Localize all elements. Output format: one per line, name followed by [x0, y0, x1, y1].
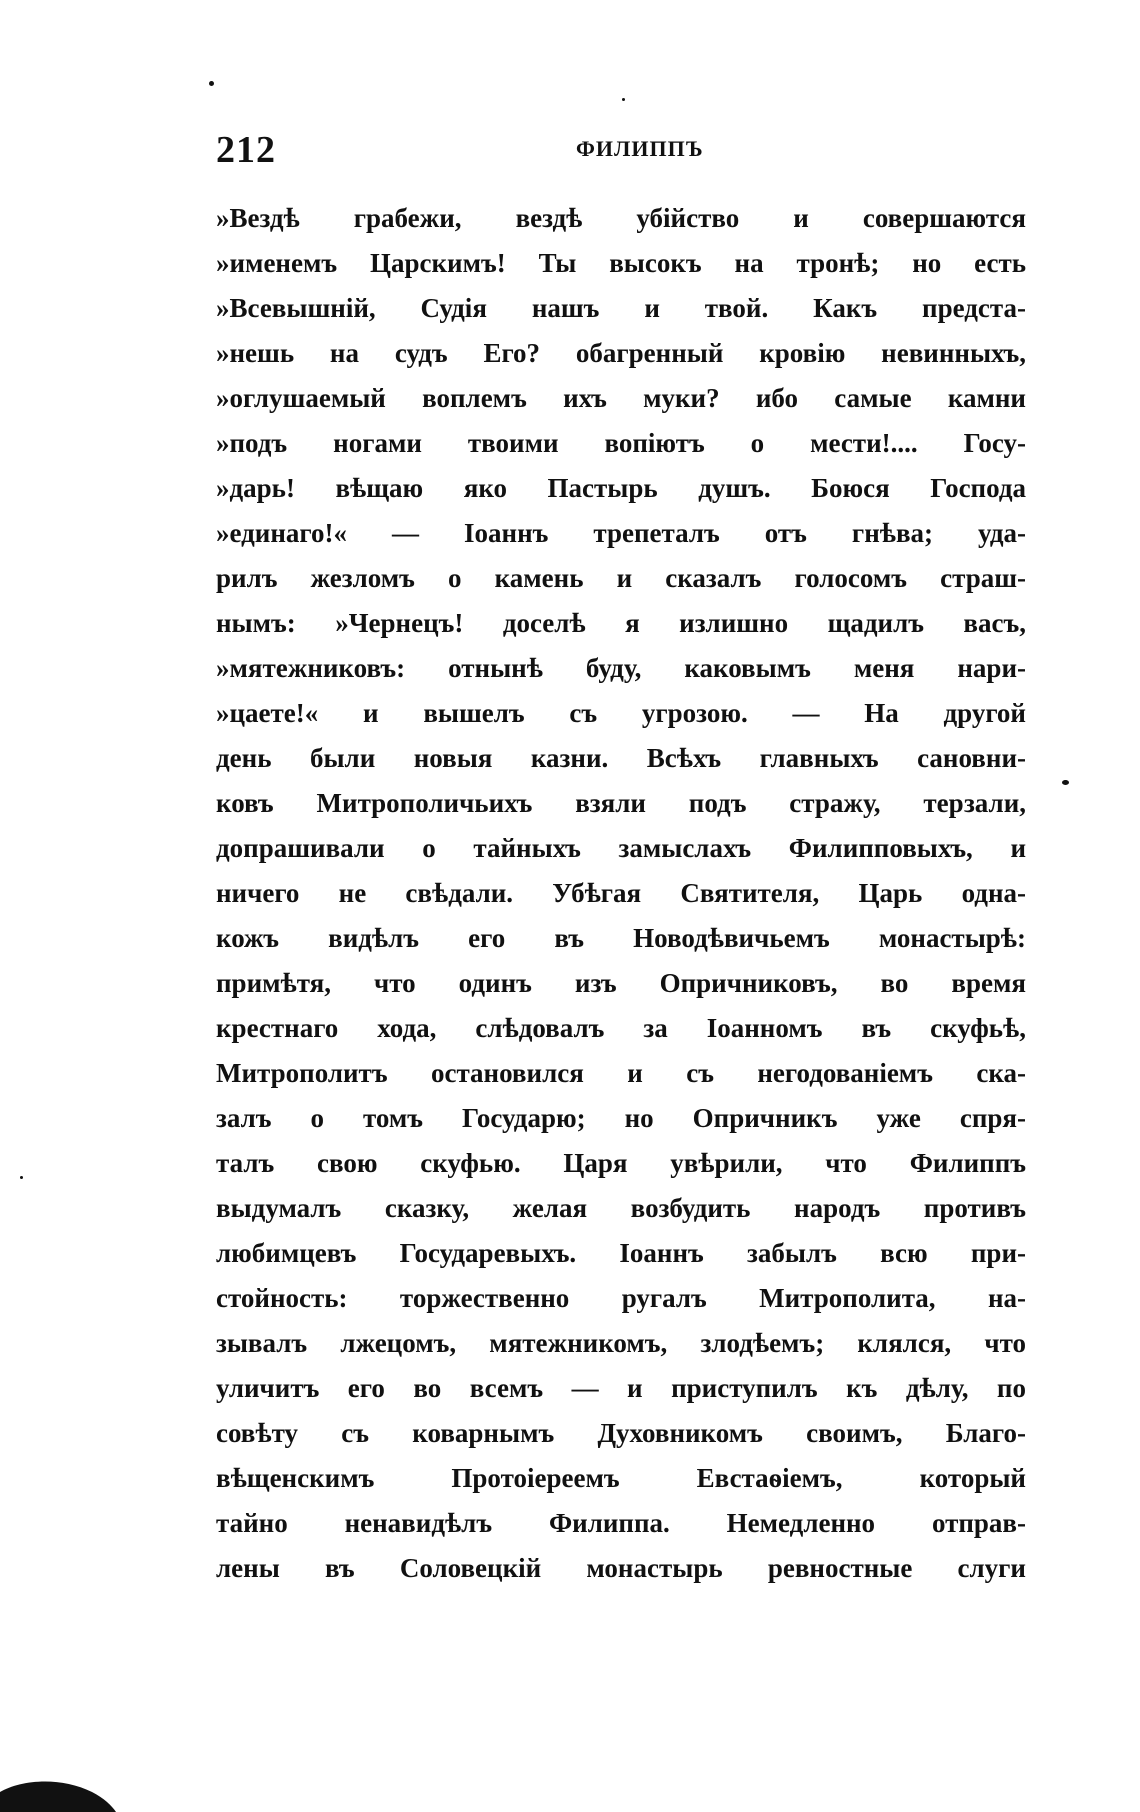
- text-line: »цаете!« и вышелъ съ угрозою. — На другой: [216, 698, 1026, 728]
- text-line: нымъ: »Чернецъ! доселѣ я излишно щадилъ васъ,: [216, 608, 1026, 638]
- text-line: ковъ Митрополичьихъ взяли подъ стражу, терзали,: [216, 788, 1026, 818]
- text-line: тайно ненавидѣлъ Филиппа. Немедленно отправ-: [216, 1508, 1026, 1538]
- text-line: »именемъ Царскимъ! Ты высокъ на тронѣ; но есть: [216, 248, 1026, 278]
- print-speck: [20, 1176, 23, 1179]
- text-line: »Вездѣ грабежи, вездѣ убійство и совершаются: [216, 203, 1026, 233]
- scan-edge-blot: [0, 1762, 120, 1812]
- text-line: лены въ Соловецкій монастырь ревностные слуги: [216, 1553, 1026, 1583]
- text-line: примѣтя, что одинъ изъ Опричниковъ, во время: [216, 968, 1026, 998]
- page-header: [216, 128, 1026, 176]
- text-line: вѣщенскимъ Протоіереемъ Евстаѳіемъ, который: [216, 1463, 1026, 1493]
- text-line: выдумалъ сказку, желая возбудить народъ противъ: [216, 1193, 1026, 1223]
- text-line: »единаго!« — Іоаннъ трепеталъ отъ гнѣва; уда-: [216, 518, 1026, 548]
- text-line: »Всевышній, Судія нашъ и твой. Какъ предста-: [216, 293, 1026, 323]
- text-line: любимцевъ Государевыхъ. Іоаннъ забылъ всю при-: [216, 1238, 1026, 1268]
- text-line: допрашивали о тайныхъ замыслахъ Филипповыхъ, и: [216, 833, 1026, 863]
- text-line: день были новыя казни. Всѣхъ главныхъ сановни-: [216, 743, 1026, 773]
- text-line: »подъ ногами твоими вопіютъ о мести!.... Госу-: [216, 428, 1026, 458]
- text-line: »нешь на судъ Его? обагренный кровію невинныхъ,: [216, 338, 1026, 368]
- text-line: »оглушаемый воплемъ ихъ муки? ибо самые камни: [216, 383, 1026, 413]
- print-speck: [209, 81, 214, 86]
- text-line: кожъ видѣлъ его въ Новодѣвичьемъ монастырѣ:: [216, 923, 1026, 953]
- text-line: крестнаго хода, слѣдовалъ за Іоанномъ въ скуфьѣ,: [216, 1013, 1026, 1043]
- running-title: ФИЛИППЪ: [576, 136, 704, 161]
- body-text: [216, 196, 1026, 1591]
- text-line: уличитъ его во всемъ — и приступилъ къ дѣлу, по: [216, 1373, 1026, 1403]
- text-line: залъ о томъ Государю; но Опричникъ уже спря-: [216, 1103, 1026, 1133]
- text-line: талъ свою скуфью. Царя увѣрили, что Филиппъ: [216, 1148, 1026, 1178]
- print-speck: [1062, 780, 1069, 785]
- text-line: ничего не свѣдали. Убѣгая Святителя, Царь одна-: [216, 878, 1026, 908]
- text-line: рилъ жезломъ о камень и сказалъ голосомъ страш-: [216, 563, 1026, 593]
- text-line: совѣту съ коварнымъ Духовникомъ своимъ, Благо-: [216, 1418, 1026, 1448]
- text-line: зывалъ лжецомъ, мятежникомъ, злодѣемъ; клялся, что: [216, 1328, 1026, 1358]
- print-speck: [622, 98, 625, 101]
- text-line: »мятежниковъ: отнынѣ буду, каковымъ меня нари-: [216, 653, 1026, 683]
- text-line: стойность: торжественно ругалъ Митрополита, на-: [216, 1283, 1026, 1313]
- text-line: »дарь! вѣщаю яко Пастырь душъ. Боюся Господа: [216, 473, 1026, 503]
- page-number: 212: [216, 129, 276, 171]
- text-line: Митрополитъ остановился и съ негодованіемъ ска-: [216, 1058, 1026, 1088]
